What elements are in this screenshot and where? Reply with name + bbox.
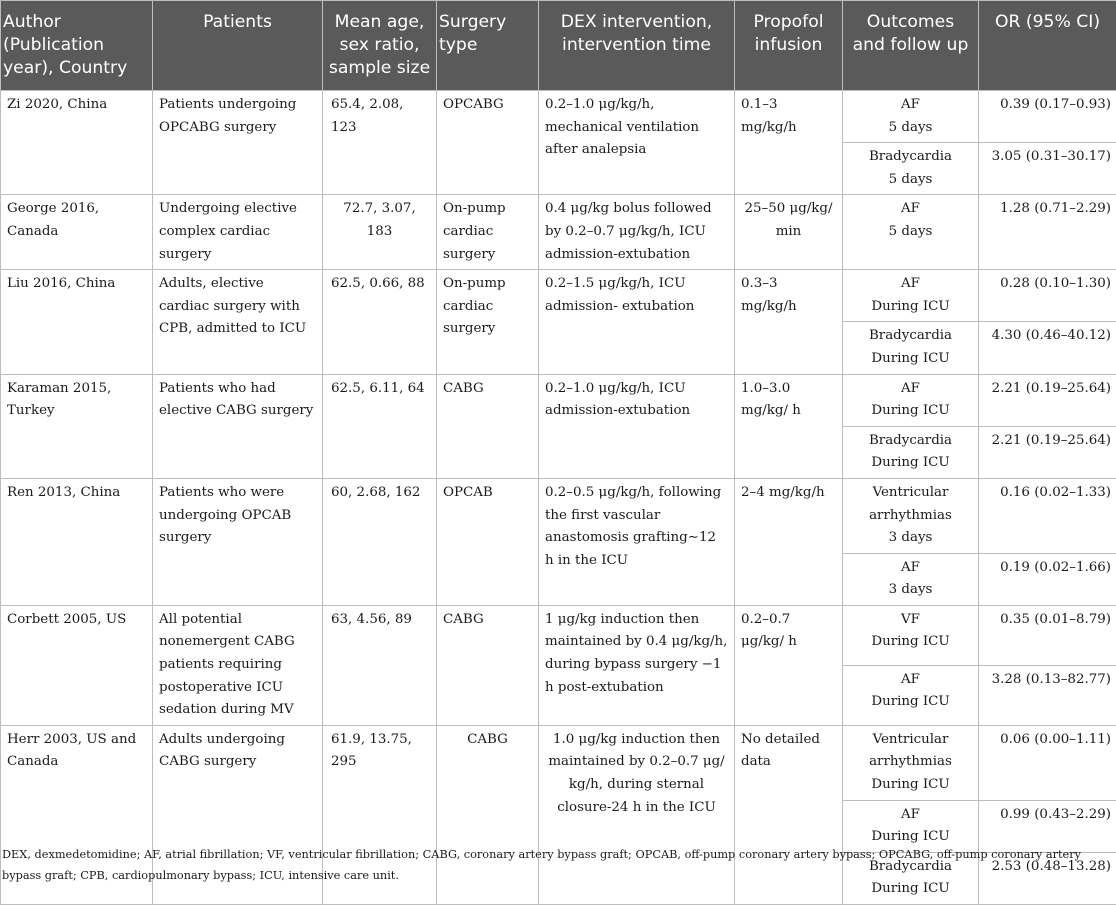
cell-patients: All potential nonemergent CABG patients requiring postoperative ICU sedation during MV <box>153 605 323 725</box>
outcome-follow: During ICU <box>845 296 976 319</box>
cell-propofol: No detailed data <box>735 725 843 904</box>
cell-patients: Patients who were undergoing OPCAB surgery <box>153 478 323 605</box>
outcome-follow: During ICU <box>845 826 976 849</box>
outcome-follow: 5 days <box>845 169 976 192</box>
outcome-name: Ventricular arrhythmias <box>845 729 976 774</box>
outcome-follow: 3 days <box>845 527 976 550</box>
cell-or: 0.35 (0.01–8.79) <box>979 605 1116 665</box>
cell-or: 0.16 (0.02–1.33) <box>979 478 1116 553</box>
outcome-name: AF <box>845 198 976 221</box>
outcome-name: AF <box>845 557 976 580</box>
header-row <box>1 1 1116 91</box>
header-surgery: Surgery type <box>437 1 539 91</box>
cell-outcome <box>843 426 979 478</box>
cell-author: Liu 2016, China <box>1 270 153 374</box>
table-row <box>1 605 1116 665</box>
cell-or: 0.99 (0.43–2.29) <box>979 800 1116 852</box>
cell-patients: Patients who had elective CABG surgery <box>153 374 323 478</box>
cell-surgery: CABG <box>437 605 539 725</box>
outcome-follow: 3 days <box>845 579 976 602</box>
cell-patients: Adults, elective cardiac surgery with CPB, admitted to ICU <box>153 270 323 374</box>
cell-age: 63, 4.56, 89 <box>323 605 437 725</box>
cell-or: 1.28 (0.71–2.29) <box>979 195 1116 270</box>
outcome-name: AF <box>845 94 976 117</box>
cell-or: 2.21 (0.19–25.64) <box>979 374 1116 426</box>
outcome-name: Bradycardia <box>845 430 976 453</box>
cell-or: 0.39 (0.17–0.93) <box>979 91 1116 143</box>
cell-author: Karaman 2015, Turkey <box>1 374 153 478</box>
cell-author: Zi 2020, China <box>1 91 153 195</box>
table-header <box>1 1 1116 91</box>
cell-age: 65.4, 2.08, 123 <box>323 91 437 195</box>
cell-dex: 0.2–1.0 μg/kg/h, mechanical ventilation after analepsia <box>539 91 735 195</box>
cell-or: 2.21 (0.19–25.64) <box>979 426 1116 478</box>
cell-surgery: CABG <box>437 374 539 478</box>
outcome-follow: During ICU <box>845 400 976 423</box>
cell-outcome <box>843 195 979 270</box>
cell-propofol: 0.3–3 mg/kg/h <box>735 270 843 374</box>
outcome-follow: During ICU <box>845 452 976 475</box>
header-author: Author (Publication year), Country <box>1 1 153 91</box>
outcome-name: AF <box>845 378 976 401</box>
cell-age: 61.9, 13.75, 295 <box>323 725 437 904</box>
cell-outcome <box>843 374 979 426</box>
outcome-follow: During ICU <box>845 348 976 371</box>
outcome-name: AF <box>845 804 976 827</box>
table-row <box>1 725 1116 800</box>
cell-or: 2.53 (0.48–13.28) <box>979 852 1116 904</box>
table-row <box>1 478 1116 553</box>
cell-propofol: 2–4 mg/kg/h <box>735 478 843 605</box>
cell-or: 0.06 (0.00–1.11) <box>979 725 1116 800</box>
cell-or: 0.28 (0.10–1.30) <box>979 270 1116 322</box>
cell-propofol: 0.1–3 mg/kg/h <box>735 91 843 195</box>
cell-surgery: CABG <box>437 725 539 904</box>
header-outcomes: Outcomes and follow up <box>843 1 979 91</box>
table-footnote: DEX, dexmedetomidine; AF, atrial fibrillation; VF, ventricular fibrillation; CABG, coronary artery bypass graft; OPCAB, off-pump coronary artery bypass; OPCABG, off-pump coronary artery bypass graft; CPB, cardiopulmonary bypass; ICU, intensive care unit. <box>2 844 1116 886</box>
table-row <box>1 91 1116 143</box>
outcome-name: Bradycardia <box>845 856 976 879</box>
cell-or: 4.30 (0.46–40.12) <box>979 322 1116 374</box>
cell-dex: 0.2–1.0 μg/kg/h, ICU admission-extubation <box>539 374 735 478</box>
cell-surgery: On-pump cardiac surgery <box>437 195 539 270</box>
cell-patients: Adults undergoing CABG surgery <box>153 725 323 904</box>
cell-propofol: 25–50 μg/kg/ min <box>735 195 843 270</box>
outcome-follow: 5 days <box>845 117 976 140</box>
cell-dex: 0.2–0.5 μg/kg/h, following the first vascular anastomosis grafting∼12 h in the ICU <box>539 478 735 605</box>
cell-surgery: OPCAB <box>437 478 539 605</box>
cell-outcome <box>843 605 979 665</box>
table-row <box>1 270 1116 322</box>
outcome-follow: During ICU <box>845 691 976 714</box>
cell-surgery: OPCABG <box>437 91 539 195</box>
cell-age: 62.5, 0.66, 88 <box>323 270 437 374</box>
cell-patients: Patients undergoing OPCABG surgery <box>153 91 323 195</box>
cell-outcome <box>843 91 979 143</box>
cell-outcome <box>843 665 979 725</box>
cell-or: 0.19 (0.02–1.66) <box>979 553 1116 605</box>
outcome-follow: During ICU <box>845 774 976 797</box>
cell-propofol: 0.2–0.7 μg/kg/ h <box>735 605 843 725</box>
cell-author: George 2016, Canada <box>1 195 153 270</box>
outcome-follow: During ICU <box>845 878 976 901</box>
outcome-name: Bradycardia <box>845 325 976 348</box>
outcome-name: Ventricular arrhythmias <box>845 482 976 527</box>
cell-patients: Undergoing elective complex cardiac surgery <box>153 195 323 270</box>
cell-dex: 1 μg/kg induction then maintained by 0.4 μg/kg/h, during bypass surgery −1 h post-extubation <box>539 605 735 725</box>
header-or: OR (95% CI) <box>979 1 1116 91</box>
cell-author: Ren 2013, China <box>1 478 153 605</box>
cell-outcome <box>843 478 979 553</box>
cell-age: 72.7, 3.07, 183 <box>323 195 437 270</box>
cell-outcome <box>843 143 979 195</box>
outcome-follow: During ICU <box>845 631 976 654</box>
cell-dex: 0.4 μg/kg bolus followed by 0.2–0.7 μg/kg/h, ICU admission-extubation <box>539 195 735 270</box>
cell-outcome <box>843 270 979 322</box>
cell-dex: 0.2–1.5 μg/kg/h, ICU admission- extubation <box>539 270 735 374</box>
cell-age: 60, 2.68, 162 <box>323 478 437 605</box>
outcome-name: AF <box>845 273 976 296</box>
cell-outcome <box>843 725 979 800</box>
cell-dex: 1.0 μg/kg induction then maintained by 0.2–0.7 μg/ kg/h, during sternal closure-24 h in the ICU <box>539 725 735 904</box>
outcome-name: Bradycardia <box>845 146 976 169</box>
table-body <box>1 91 1116 905</box>
outcome-follow: 5 days <box>845 221 976 244</box>
cell-outcome <box>843 322 979 374</box>
header-age: Mean age, sex ratio, sample size <box>323 1 437 91</box>
outcome-name: AF <box>845 669 976 692</box>
cell-age: 62.5, 6.11, 64 <box>323 374 437 478</box>
table-row <box>1 195 1116 270</box>
table-row <box>1 374 1116 426</box>
cell-outcome <box>843 553 979 605</box>
header-propofol: Propofol infusion <box>735 1 843 91</box>
header-dex: DEX intervention, intervention time <box>539 1 735 91</box>
cell-surgery: On-pump cardiac surgery <box>437 270 539 374</box>
cell-propofol: 1.0–3.0 mg/kg/ h <box>735 374 843 478</box>
cell-or: 3.28 (0.13–82.77) <box>979 665 1116 725</box>
header-patients: Patients <box>153 1 323 91</box>
outcome-name: VF <box>845 609 976 632</box>
cell-or: 3.05 (0.31–30.17) <box>979 143 1116 195</box>
cell-author: Corbett 2005, US <box>1 605 153 725</box>
cell-author: Herr 2003, US and Canada <box>1 725 153 904</box>
